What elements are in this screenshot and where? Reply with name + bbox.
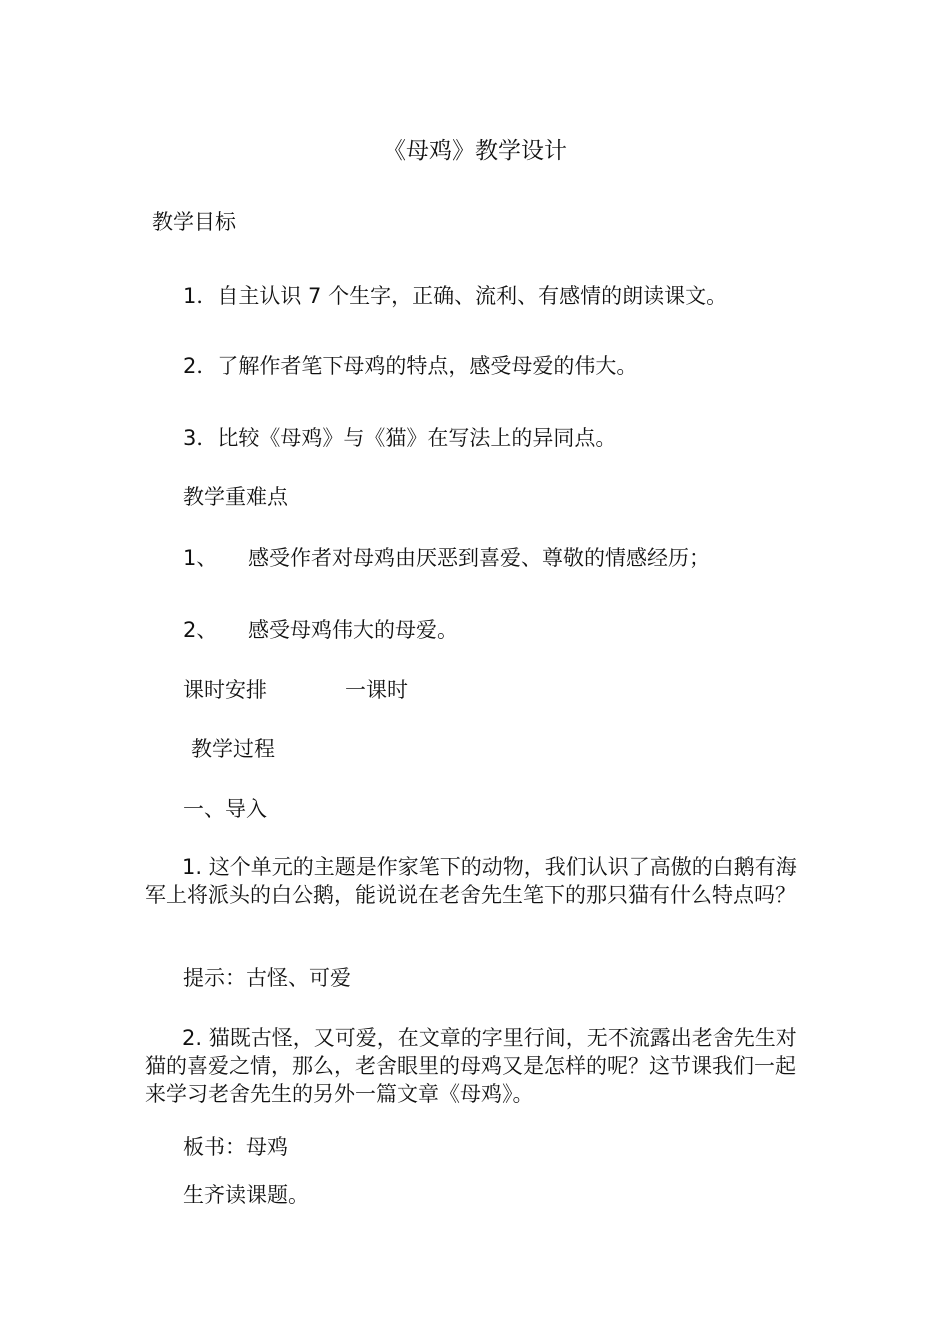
intro-paragraph-1 bbox=[145, 853, 810, 909]
schedule-value: 一课时 bbox=[345, 678, 408, 702]
intro-paragraph-1-text: 1. 这个单元的主题是作家笔下的动物，我们认识了高傲的白鹅有海军上将派头的白公鹅，能说说在老舍先生笔下的那只猫有什么特点吗？ bbox=[145, 855, 797, 907]
difficulty-item-2-number: 2、 bbox=[183, 618, 218, 642]
goal-item-1: 1．自主认识 7 个生字，正确、流利、有感情的朗读课文。 bbox=[183, 284, 728, 308]
process-heading: 教学过程 bbox=[191, 737, 275, 761]
difficulty-item-1-text: 感受作者对母鸡由厌恶到喜爱、尊敬的情感经历； bbox=[248, 546, 710, 570]
goal-item-3: 3．比较《母鸡》与《猫》在写法上的异同点。 bbox=[183, 426, 617, 450]
schedule-label: 课时安排 bbox=[183, 678, 267, 702]
section-heading-intro: 一、导入 bbox=[183, 797, 267, 821]
read-title-text: 生齐读课题。 bbox=[183, 1183, 309, 1207]
hint-text: 提示：古怪、可爱 bbox=[183, 966, 351, 990]
goals-heading: 教学目标 bbox=[152, 210, 236, 234]
intro-paragraph-2-text: 2. 猫既古怪，又可爱，在文章的字里行间，无不流露出老舍先生对猫的喜爱之情，那么，老舍眼里的母鸡又是怎样的呢？这节课我们一起来学习老舍先生的另外一篇文章《母鸡》。 bbox=[145, 1026, 797, 1106]
document-title: 《母鸡》教学设计 bbox=[383, 138, 567, 164]
goal-item-2: 2．了解作者笔下母鸡的特点，感受母爱的伟大。 bbox=[183, 354, 638, 378]
difficulty-heading: 教学重难点 bbox=[183, 485, 288, 509]
difficulty-item-1-number: 1、 bbox=[183, 546, 218, 570]
intro-paragraph-2 bbox=[145, 1024, 810, 1108]
board-text: 板书：母鸡 bbox=[183, 1135, 288, 1159]
difficulty-item-2-text: 感受母鸡伟大的母爱。 bbox=[248, 618, 458, 642]
